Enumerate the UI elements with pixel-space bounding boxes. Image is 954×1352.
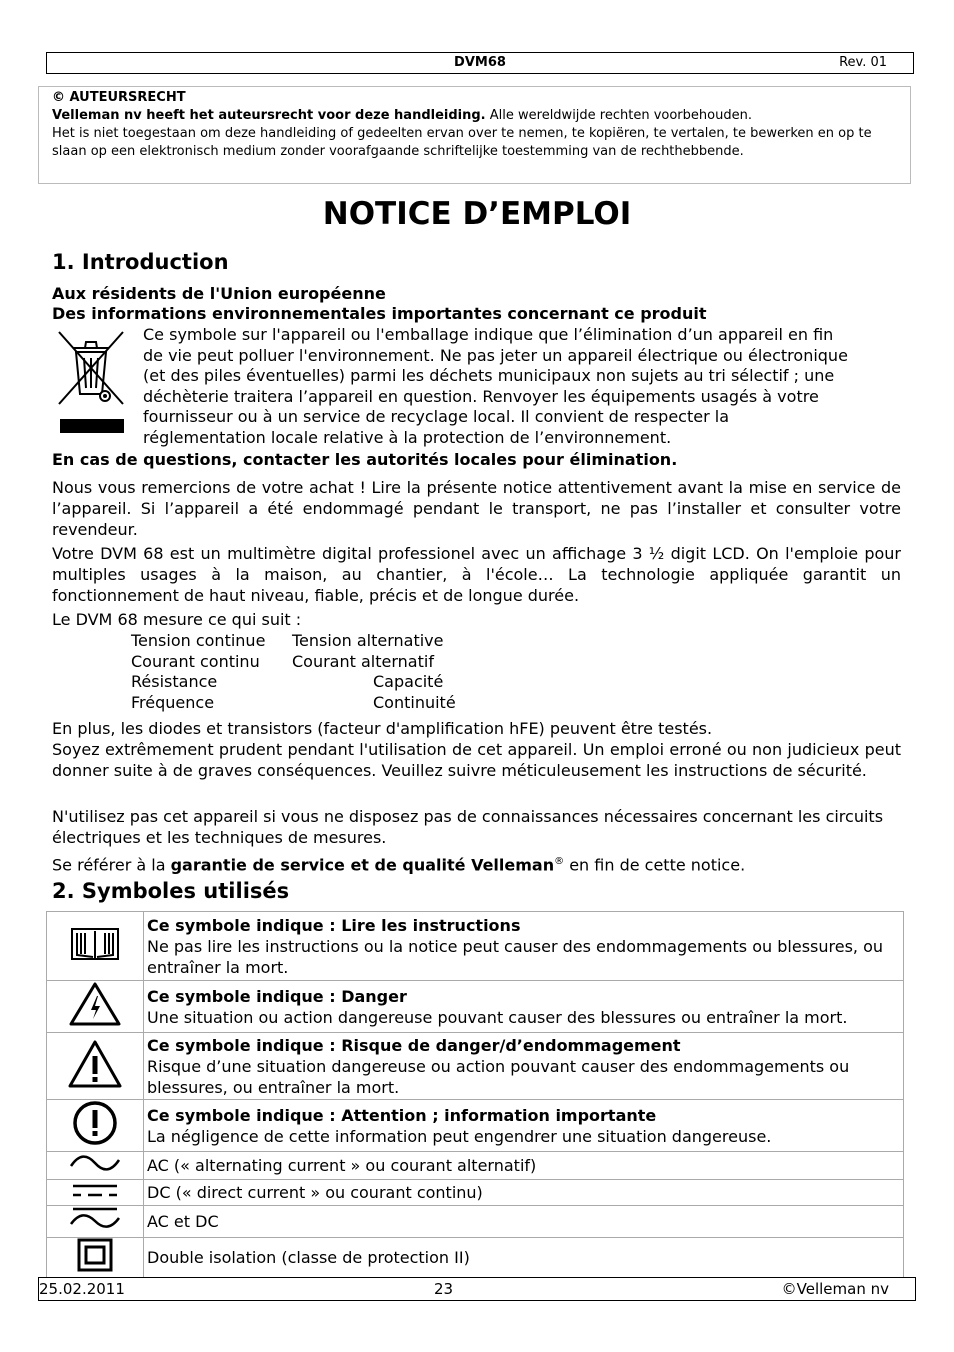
paragraph-description: Votre DVM 68 est un multimètre digital professionel avec un affichage 3 ½ digit LCD. On l'emploie pour multiples usages à la maison, au chantier, à l'école… La technologie appliquée garantit un fonctionnement de haut niveau, fiable, précis et de longue durée. xyxy=(52,544,901,605)
symbol-description xyxy=(144,1238,904,1278)
measure-item: Capacité xyxy=(373,672,444,691)
copyright-box xyxy=(38,86,911,184)
paragraph-knowledge: N'utilisez pas cet appareil si vous ne disposez pas de connaissances nécessaires concernant les circuits électriques et les techniques de mesures. xyxy=(52,807,884,847)
symbol-cell xyxy=(47,1100,144,1152)
weee-line: (et des piles éventuelles) parmi les déchets municipaux non sujets au tri sélectif ; une xyxy=(143,366,835,385)
symbol-title: Ce symbole indique : Lire les instructions xyxy=(147,915,521,935)
paragraph-warranty-ref xyxy=(52,851,901,875)
ac-icon xyxy=(67,1153,123,1173)
symbol-title: Ce symbole indique : Danger xyxy=(147,986,407,1006)
symbol-description xyxy=(144,1180,904,1206)
table-row xyxy=(47,1152,904,1180)
main-title: NOTICE D’EMPLOI xyxy=(322,196,632,232)
page-header xyxy=(46,52,914,74)
table-row xyxy=(47,1180,904,1206)
weee-line: Ce symbole sur l'appareil ou l'emballage indique que l’élimination d’un appareil en fin xyxy=(143,325,834,344)
symbol-text: Une situation ou action dangereuse pouvant causer des blessures ou entraîner la mort. xyxy=(147,1007,848,1027)
measure-item: Courant alternatif xyxy=(292,652,434,671)
exclamation-circle-icon xyxy=(71,1100,119,1146)
table-row xyxy=(47,1033,904,1100)
symbols-table xyxy=(46,911,904,1278)
table-row xyxy=(47,1238,904,1278)
double-insulation-icon xyxy=(77,1238,113,1272)
registered-mark: ® xyxy=(554,856,565,867)
eu-line1: Aux résidents de l'Union européenne xyxy=(52,284,386,303)
symbol-cell xyxy=(47,1152,144,1180)
symbol-cell xyxy=(47,912,144,981)
symbol-description xyxy=(144,981,904,1033)
table-row xyxy=(47,981,904,1033)
paragraph-thanks: Nous vous remercions de votre achat ! Lire la présente notice attentivement avant la mise en service de l’appareil. Si l’appareil a été endommagé pendant le transport, ne pas l’installer et consulter votre revendeur. xyxy=(52,478,901,539)
measures-intro: Le DVM 68 mesure ce qui suit : xyxy=(52,610,302,629)
weee-bin-icon xyxy=(55,330,127,408)
copyright-line1-rest: Alle wereldwijde rechten voorbehouden. xyxy=(485,108,752,123)
ref-pre: Se référer à la xyxy=(52,855,171,875)
symbol-description xyxy=(144,1206,904,1238)
weee-line: déchèterie traitera l’appareil en question. Renvoyer les équipements usagés à votre xyxy=(143,386,819,406)
copyright-body: Het is niet toegestaan om deze handleiding of gedeelten ervan over te nemen, te kopiëren, te vertalen, te bewerken en op te slaan op een elektronisch medium zonder voorafgaande schriftelijke toestemming van de rechthebbende. xyxy=(52,126,872,159)
paragraph-diodes: En plus, les diodes et transistors (facteur d'amplification hFE) peuvent être testés. xyxy=(52,719,713,738)
doc-title: DVM68 xyxy=(454,55,506,70)
symbol-title: Ce symbole indique : Risque de danger/d’endommagement xyxy=(147,1035,681,1055)
weee-bar xyxy=(60,419,124,433)
lightning-triangle-icon xyxy=(68,981,122,1027)
paragraph-caution: Soyez extrêmement prudent pendant l'utilisation de cet appareil. Un emploi erroné ou non judicieux peut donner suite à de graves conséquences. Veuillez suivre méticuleusement les instructions de sécurité. xyxy=(52,740,901,780)
measure-item: Résistance xyxy=(131,672,218,691)
ref-post: en fin de cette notice. xyxy=(564,855,746,875)
section2-heading: 2. Symboles utilisés xyxy=(52,879,290,903)
symbol-description xyxy=(144,1100,904,1152)
symbol-description xyxy=(144,1152,904,1180)
ref-bold: garantie de service et de qualité Velleman xyxy=(170,855,555,875)
table-row xyxy=(47,1206,904,1238)
section1-heading: 1. Introduction xyxy=(52,250,229,274)
symbol-text: AC et DC xyxy=(147,1212,219,1231)
weee-line: de vie peut polluer l'environnement. Ne pas jeter un appareil électrique ou électronique xyxy=(143,345,848,365)
copyright-line1 xyxy=(52,107,910,125)
symbol-text: Risque d’une situation dangereuse ou action pouvant causer des endommagements ou blessures, ou entraîner la mort. xyxy=(147,1056,850,1097)
symbol-description xyxy=(144,1033,904,1100)
table-row xyxy=(47,912,904,981)
book-icon xyxy=(69,926,121,962)
weee-line: réglementation locale relative à la protection de l’environnement. xyxy=(143,427,672,447)
symbol-text: DC (« direct current » ou courant continu) xyxy=(147,1183,483,1202)
page-number: 23 xyxy=(434,1280,454,1298)
symbol-cell xyxy=(47,1206,144,1238)
copyright-bold: Velleman nv heeft het auteursrecht voor deze handleiding. xyxy=(52,108,486,123)
symbol-cell xyxy=(47,981,144,1033)
symbol-text: Ne pas lire les instructions ou la notice peut causer des endommagements ou blessures, ou entraîner la mort. xyxy=(147,936,884,977)
table-row xyxy=(47,1100,904,1152)
symbol-text: AC (« alternating current » ou courant alternatif) xyxy=(147,1156,537,1175)
contact-note: En cas de questions, contacter les autorités locales pour élimination. xyxy=(52,450,678,469)
weee-line: fournisseur ou à un service de recyclage local. Il convient de respecter la xyxy=(143,407,729,426)
exclamation-triangle-icon xyxy=(67,1039,123,1089)
footer-date: 25.02.2011 xyxy=(39,1280,125,1298)
measure-item: Courant continu xyxy=(131,652,260,671)
measure-item: Fréquence xyxy=(131,693,215,712)
symbol-cell xyxy=(47,1033,144,1100)
ac-dc-icon xyxy=(67,1206,123,1232)
symbol-cell xyxy=(47,1180,144,1206)
symbol-text: La négligence de cette information peut engendrer une situation dangereuse. xyxy=(147,1126,772,1146)
symbol-title: Ce symbole indique : Attention ; information importante xyxy=(147,1105,657,1125)
footer-company: ©Velleman nv xyxy=(781,1280,889,1298)
measure-item: Tension alternative xyxy=(292,631,444,650)
symbol-cell xyxy=(47,1238,144,1278)
weee-text xyxy=(143,325,903,448)
eu-line2: Des informations environnementales importantes concernant ce produit xyxy=(52,304,707,323)
measure-item: Continuité xyxy=(373,693,456,712)
symbol-description xyxy=(144,912,904,981)
page-footer xyxy=(38,1277,916,1301)
measure-item: Tension continue xyxy=(131,631,266,650)
dc-icon xyxy=(67,1180,123,1200)
revision: Rev. 01 xyxy=(839,55,887,70)
symbol-text: Double isolation (classe de protection II) xyxy=(147,1248,470,1267)
copyright-heading: © AUTEURSRECHT xyxy=(52,90,186,105)
